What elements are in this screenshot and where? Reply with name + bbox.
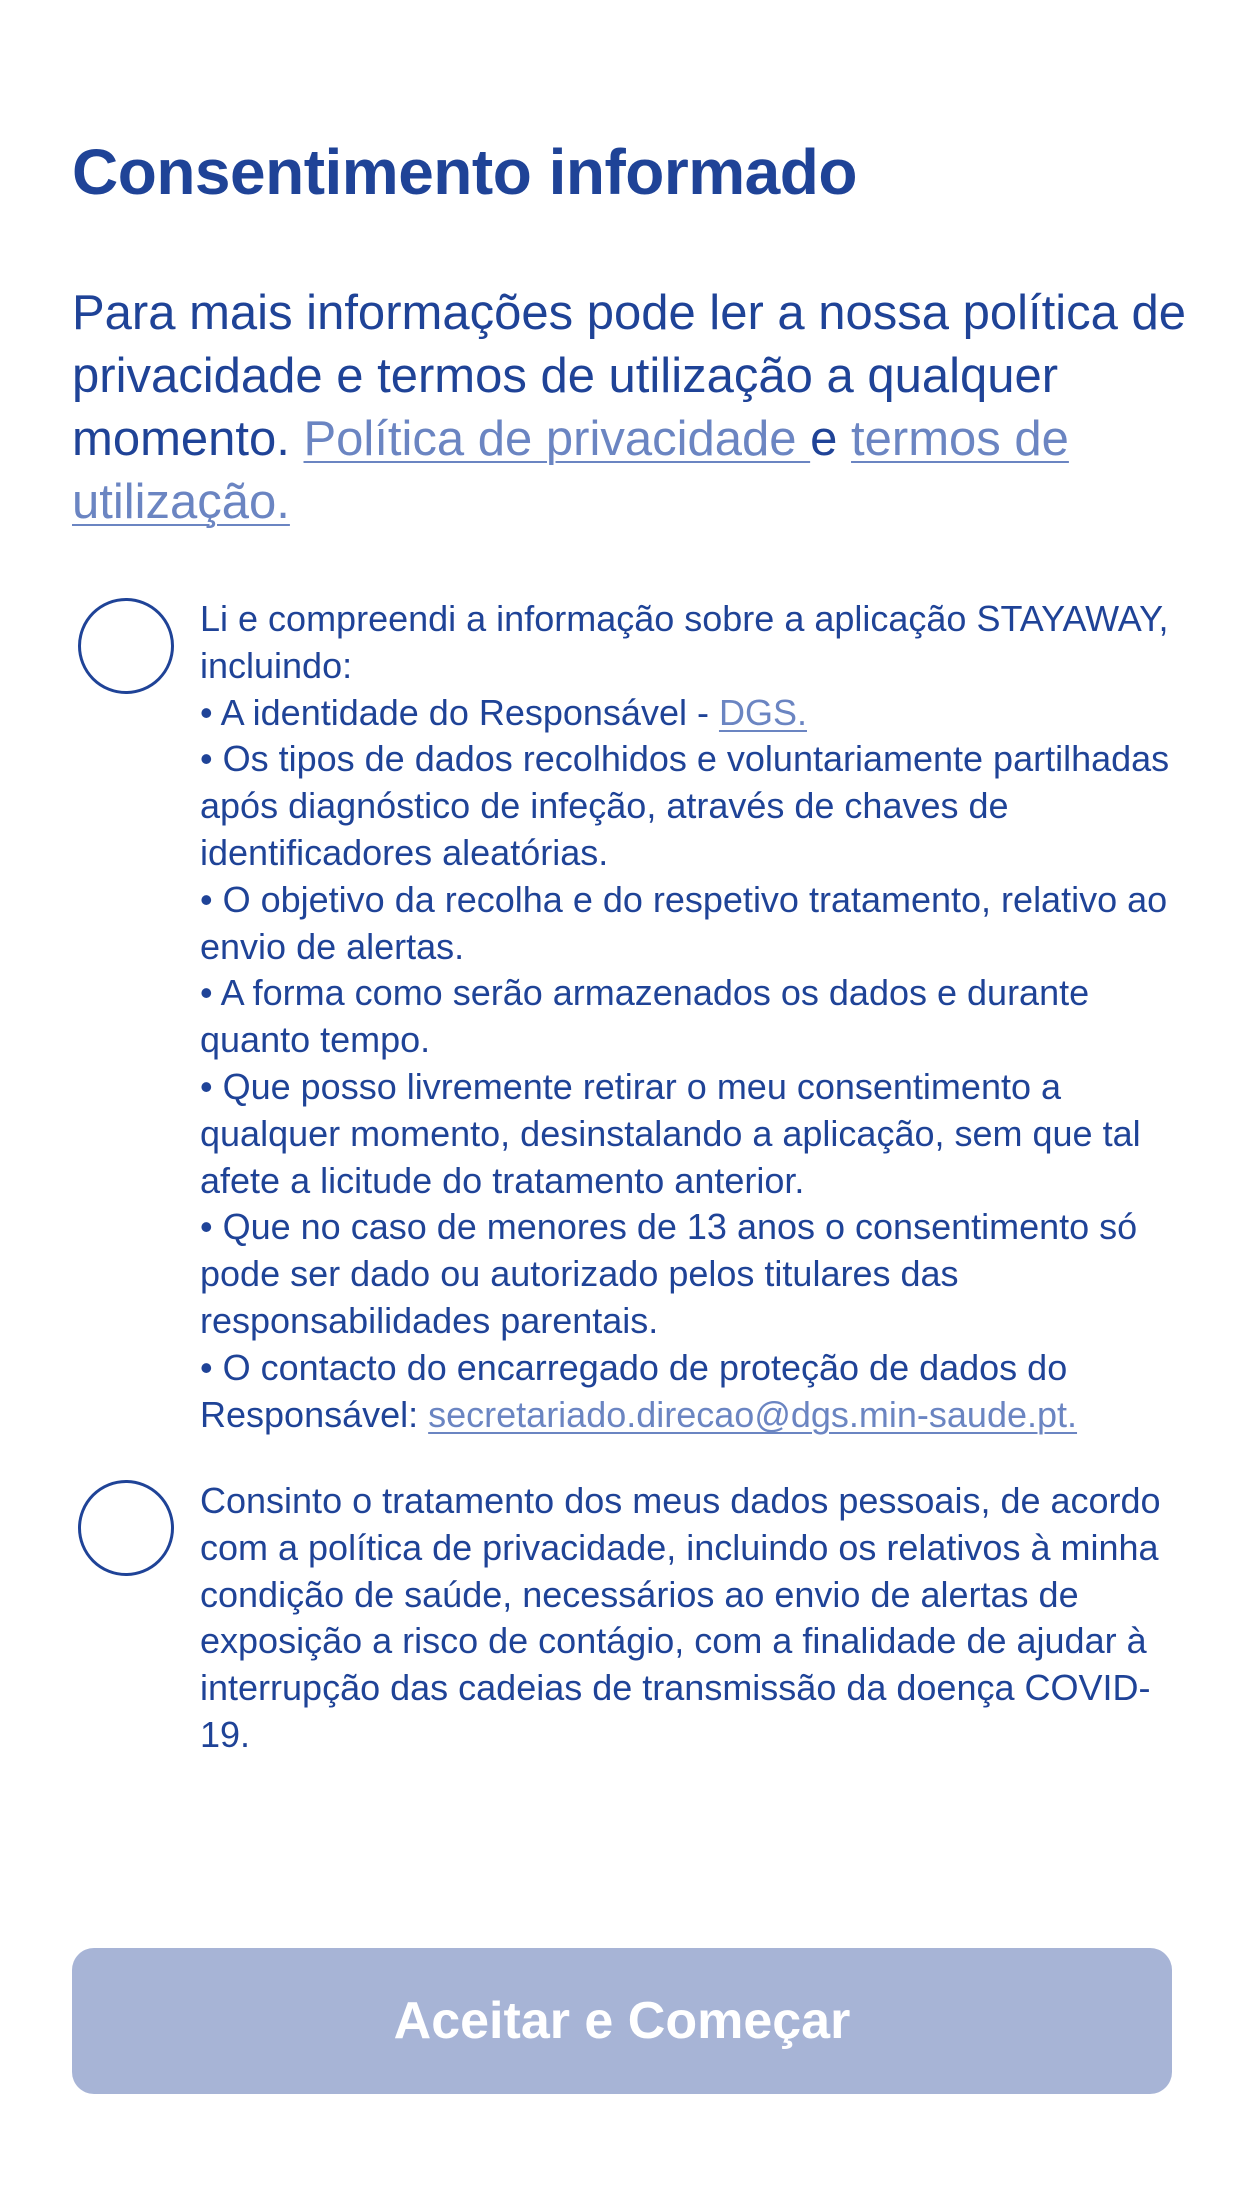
dgs-link[interactable]: DGS. [718,691,807,733]
consent-item-withdraw: • Que posso livremente retirar o meu consentimento a qualquer momento, desinstalando a aplicação, sem que tal afete a licitude do tratamento anterior. [200,1065,1141,1201]
intro-paragraph [72,282,1192,534]
intro-connector: e [810,412,838,466]
consent-information-radio[interactable] [78,598,174,694]
consent-processing-label: Consinto o tratamento dos meus dados pessoais, de acordo com a política de privacidade, incluindo os relativos à minha condição de saúde, necessários ao envio de alertas de exposição a risco de contágio, com a finalidade de ajudar à interrupção das cadeias de transmissão da doença COVID-19. [200,1480,1161,1755]
intro-text: Para mais informações pode ler a nossa política de privacidade e termos de utilização a qualquer momento. [72,286,1186,466]
consent-item-contact-label: • O contacto do encarregado de proteção de dados do Responsável: [200,1346,1068,1435]
consent-item-storage: • A forma como serão armazenados os dados e durante quanto tempo. [200,972,1090,1061]
privacy-policy-link[interactable]: Política de privacidade [303,412,811,466]
consent-processing-radio[interactable] [78,1480,174,1576]
consent-item-purpose: • O objetivo da recolha e do respetivo tratamento, relativo ao envio de alertas. [200,878,1168,967]
page-title: Consentimento informado [72,136,857,208]
dpo-email-link[interactable]: secretariado.direcao@dgs.min-saude.pt. [428,1393,1078,1435]
accept-and-start-button[interactable]: Aceitar e Começar [72,1948,1172,2094]
terms-of-use-link[interactable]: termos de utilização. [72,412,1069,529]
consent-information-intro: Li e compreendi a informação sobre a aplicação STAYAWAY, incluindo: [200,598,1169,686]
consent-information-text [200,596,1185,1438]
consent-item-contact [200,1345,1185,1439]
consent-processing-text [200,1478,1185,1759]
consent-item-minors: • Que no caso de menores de 13 anos o consentimento só pode ser dado ou autorizado pelos titulares das responsabilidades parentais. [200,1206,1138,1341]
consent-item-data-types: • Os tipos de dados recolhidos e voluntariamente partilhadas após diagnóstico de infeção, através de chaves de identificadores aleatórias. [200,738,1170,873]
consent-item-identity [200,690,1185,737]
consent-item-identity-label: • A identidade do Responsável - [200,691,719,733]
